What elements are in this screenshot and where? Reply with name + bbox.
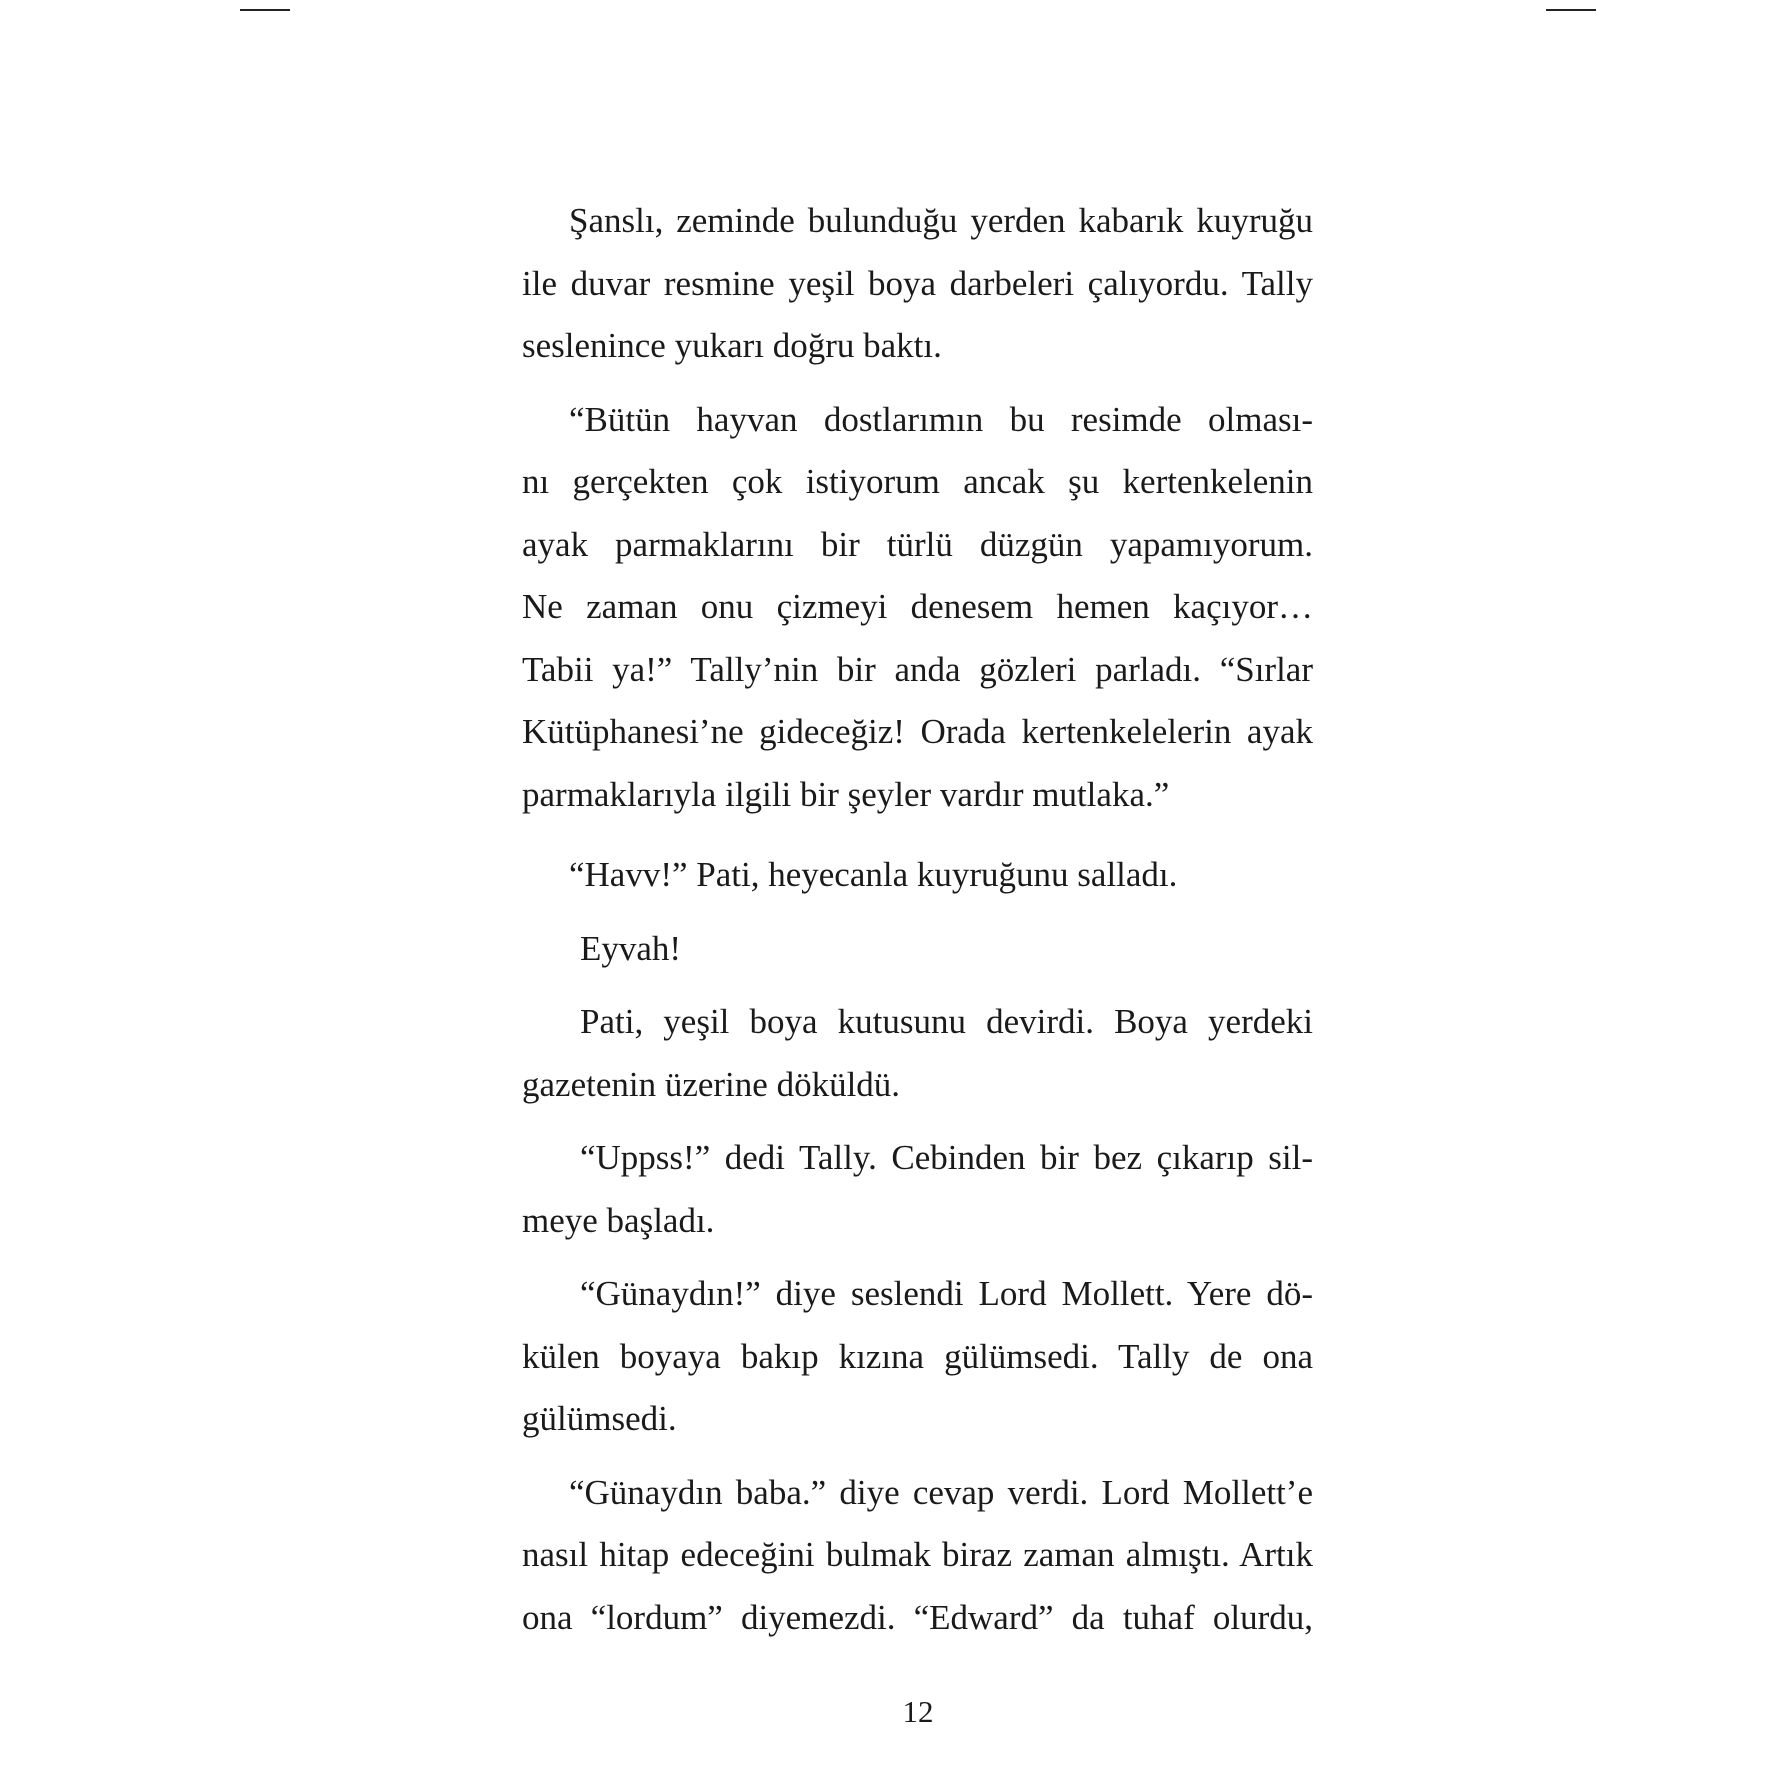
paragraph	[522, 991, 1313, 1116]
paragraph	[522, 1127, 1313, 1252]
text-line: Şanslı, zeminde bulunduğu yerden kabarık kuyruğu	[569, 201, 1313, 240]
text-line: ona “lordum” diyemezdi. “Edward” da tuhaf olurdu,	[522, 1597, 1313, 1637]
text-line: nasıl hitap edeceğini bulmak biraz zaman almıştı. Artık	[522, 1535, 1313, 1574]
text-line: nı gerçekten çok istiyorum ancak şu kertenkelenin	[522, 462, 1313, 501]
text-line: “Uppss!” dedi Tally. Cebinden bir bez çıkarıp sil-	[580, 1138, 1313, 1177]
text-line: ayak parmaklarını bir türlü düzgün yapamıyorum.	[522, 524, 1313, 564]
text-line: gülümsedi.	[522, 1399, 677, 1438]
text-line: Eyvah!	[580, 928, 682, 968]
text-line: Kütüphanesi’ne gideceğiz! Orada kertenkelelerin ayak	[522, 712, 1313, 751]
paragraph	[522, 844, 1313, 907]
crop-mark-left	[240, 9, 290, 11]
text-line: külen boyaya bakıp kızına gülümsedi. Tally de ona	[522, 1336, 1313, 1376]
paragraph	[522, 389, 1313, 827]
text-line: Pati, yeşil boya kutusunu devirdi. Boya yerdeki	[580, 1002, 1313, 1041]
body-text	[522, 190, 1313, 1649]
text-line: “Günaydın!” diye seslendi Lord Mollett. Yere dö-	[580, 1274, 1313, 1313]
text-line: “Bütün hayvan dostlarımın bu resimde olması-	[569, 399, 1313, 439]
paragraph	[522, 1263, 1313, 1451]
paragraph	[522, 918, 1313, 981]
text-line: seslenince yukarı doğru baktı.	[522, 326, 942, 365]
text-line: gazetenin üzerine döküldü.	[522, 1064, 901, 1104]
text-line: Tabii ya!” Tally’nin bir anda gözleri parladı. “Sırlar	[522, 649, 1313, 689]
paragraph	[522, 1462, 1313, 1650]
text-line: meye başladı.	[522, 1200, 715, 1240]
page-number: 12	[902, 1694, 934, 1729]
text-line: parmaklarıyla ilgili bir şeyler vardır mutlaka.”	[522, 774, 1170, 814]
text-line: “Havv!” Pati, heyecanla kuyruğunu salladı.	[569, 855, 1178, 894]
crop-mark-right	[1546, 9, 1596, 11]
paragraph	[522, 190, 1313, 378]
text-line: ile duvar resmine yeşil boya darbeleri çalıyordu. Tally	[522, 263, 1313, 303]
text-line: “Günaydın baba.” diye cevap verdi. Lord Mollett’e	[569, 1472, 1313, 1512]
text-line: Ne zaman onu çizmeyi denesem hemen kaçıyor…	[522, 587, 1313, 626]
